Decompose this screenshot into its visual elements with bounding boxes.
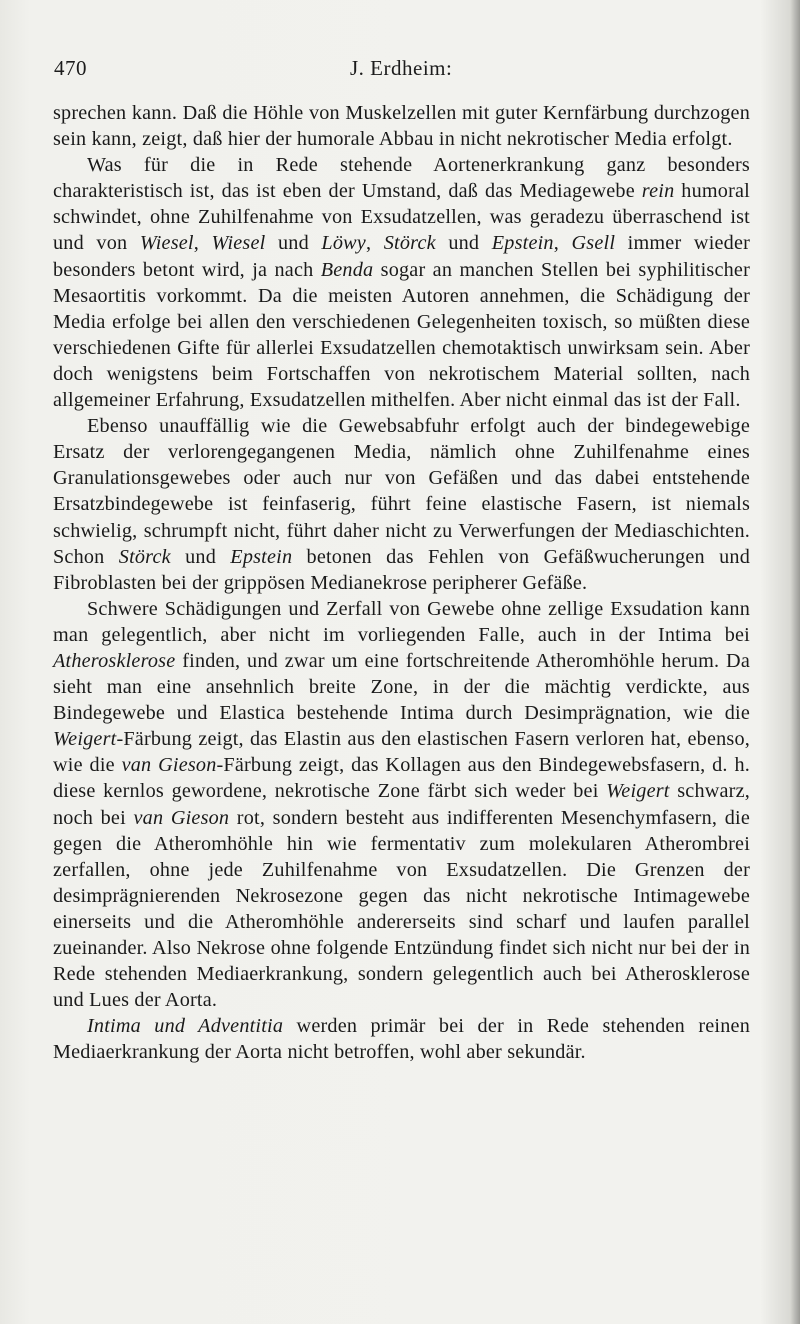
page-header xyxy=(50,56,750,84)
text-segment: -Färbung zeigt, das Kollagen aus den Bindegewebsfasern, d. h. diese kernlos gewordene, nekrotische Zone färbt sich weder bei xyxy=(53,754,750,803)
italic-text-segment: Gsell xyxy=(571,232,616,255)
italic-text-segment: Störck xyxy=(118,545,171,568)
paragraph xyxy=(53,413,750,596)
text-segment: , xyxy=(365,232,384,255)
text-segment: , xyxy=(193,232,212,255)
body-text xyxy=(53,100,750,1065)
text-segment: finden, und zwar um eine fortschreitende Atheromhöhle herum. Da sieht man eine ansehnlich breite Zone, in der die mächtig verdickte, aus Bindegewebe und Elastica bestehende Intima durch Desimprägnation, wie die xyxy=(53,649,750,725)
italic-text-segment: Wiesel xyxy=(139,232,194,255)
text-segment: Schwere Schädigungen und Zerfall von Gewebe ohne zellige Exsudation kann man gelegentlich, aber nicht im vorliegenden Falle, auch in der Intima bei xyxy=(53,597,750,646)
text-segment: und xyxy=(265,232,322,255)
text-segment: , xyxy=(553,232,572,255)
italic-text-segment: Intima und Adventitia xyxy=(87,1015,284,1038)
italic-text-segment: Weigert xyxy=(53,728,117,751)
paragraph xyxy=(53,596,750,1014)
text-segment: und xyxy=(170,545,231,568)
italic-text-segment: Weigert xyxy=(606,780,670,803)
text-segment: betonen das Fehlen von Gefäßwucherungen und Fibroblasten bei der grippösen Medianekrose peripherer Gefäße. xyxy=(53,545,751,594)
paragraph xyxy=(53,1013,750,1065)
text-segment: sogar an manchen Stellen bei syphilitischer Mesaortitis vorkommt. Da die meisten Autoren annehmen, die Schädigung der Media erfolge bei allen den verschiedenen Gelegenheiten toxisch, so müßten diese verschiedenen Gifte für allerlei Exsudatzellen chemotaktisch unwirksam sein. Aber doch wenigstens beim Fortschaffen von nekrotischem Material sollten, nach allgemeiner Erfahrung, Exsudatzellen mithelfen. Aber nicht einmal das ist der Fall. xyxy=(53,258,750,412)
text-segment: humoral schwindet, ohne Zuhilfenahme von Exsudatzellen, was geradezu überraschend ist und von xyxy=(53,180,750,255)
italic-text-segment: Löwy xyxy=(321,232,366,255)
page-number: 470 xyxy=(54,56,87,80)
text-segment: und xyxy=(435,232,492,255)
italic-text-segment: Atherosklerose xyxy=(53,649,176,672)
text-segment: Was für die in Rede stehende Aortenerkrankung ganz besonders charakteristisch ist, das ist eben der Umstand, daß das Mediagewebe xyxy=(53,154,750,203)
text-segment: schwarz, noch bei xyxy=(53,780,751,829)
italic-text-segment: van Gieson xyxy=(133,806,230,829)
italic-text-segment: Störck xyxy=(383,232,436,255)
text-segment: werden primär bei der in Rede stehenden reinen Mediaerkrankung der Aorta nicht betroffen, wohl aber sekundär. xyxy=(53,1015,750,1064)
text-segment: sprechen kann. Daß die Höhle von Muskelzellen mit guter Kernfärbung durchzogen sein kann, zeigt, daß hier der humorale Abbau in nicht nekrotischer Media erfolgt. xyxy=(53,102,750,151)
italic-text-segment: Epstein xyxy=(491,232,554,255)
italic-text-segment: Benda xyxy=(320,258,374,281)
text-segment: Ebenso unauffällig wie die Gewebsabfuhr erfolgt auch der bindegewebige Ersatz der verlorengegangenen Media, nämlich ohne Zuhilfenahme eines Granulationsgewebes oder auch nur von Gefäßen und das dabei entstehende Ersatzbindegewebe ist feinfaserig, führt feine elastische Fasern, ist niemals schwielig, schrumpft nicht, führt daher nicht zu Verwerfungen der Mediaschichten. Schon xyxy=(53,415,750,568)
running-head: J. Erdheim: xyxy=(350,56,453,80)
text-segment: -Färbung zeigt, das Elastin aus den elastischen Fasern verloren hat, ebenso, wie die xyxy=(53,728,750,777)
italic-text-segment: Epstein xyxy=(230,545,293,568)
text-segment: immer wieder besonders betont wird, ja nach xyxy=(53,232,751,281)
italic-text-segment: Wiesel xyxy=(211,232,266,255)
text-segment: rot, sondern besteht aus indifferenten Mesenchymfasern, die gegen die Atheromhöhle hin wie fermentativ zum molekularen Atherombrei zerfallen, ohne jede Zuhilfenahme von Exsudatzellen. Die Grenzen der desimprägnierenden Nekrosezone gegen das nicht nekrotische Intimagewebe einerseits und die Atheromhöhle andererseits sind scharf und laufen parallel zueinander. Also Nekrose ohne folgende Entzündung findet sich nicht nur bei der in Rede stehenden Mediaerkrankung, sondern gelegentlich auch bei Atherosklerose und Lues der Aorta. xyxy=(53,806,750,1012)
italic-text-segment: van Gieson xyxy=(121,754,217,777)
italic-text-segment: rein xyxy=(641,180,675,203)
paragraph xyxy=(53,152,750,413)
paragraph xyxy=(53,100,750,152)
